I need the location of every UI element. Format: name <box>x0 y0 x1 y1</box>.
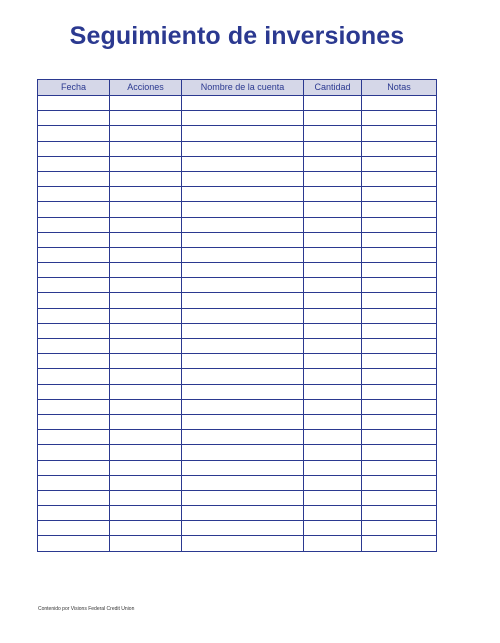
table-row <box>38 278 437 293</box>
table-row <box>38 339 437 354</box>
table-cell[interactable] <box>38 369 110 384</box>
table-cell[interactable] <box>304 521 362 536</box>
table-cell[interactable] <box>38 445 110 460</box>
table-cell[interactable] <box>362 339 437 354</box>
table-cell[interactable] <box>182 475 304 490</box>
table-cell[interactable] <box>304 369 362 384</box>
table-cell[interactable] <box>304 111 362 126</box>
table-cell[interactable] <box>110 247 182 262</box>
table-cell[interactable] <box>110 490 182 505</box>
table-cell[interactable] <box>110 171 182 186</box>
table-row <box>38 460 437 475</box>
table-cell[interactable] <box>362 111 437 126</box>
table-cell[interactable] <box>304 308 362 323</box>
table-cell[interactable] <box>304 430 362 445</box>
table-cell[interactable] <box>38 414 110 429</box>
table-row <box>38 536 437 551</box>
table-cell[interactable] <box>362 521 437 536</box>
table-cell[interactable] <box>182 232 304 247</box>
table-cell[interactable] <box>38 293 110 308</box>
table-cell[interactable] <box>362 187 437 202</box>
footer-credit: Contenido por Visions Federal Credit Union <box>38 606 135 612</box>
table-cell[interactable] <box>182 171 304 186</box>
table-cell[interactable] <box>182 354 304 369</box>
table-cell[interactable] <box>304 247 362 262</box>
table-cell[interactable] <box>182 323 304 338</box>
table-cell[interactable] <box>304 384 362 399</box>
table-cell[interactable] <box>110 475 182 490</box>
table-cell[interactable] <box>38 384 110 399</box>
table-cell[interactable] <box>110 536 182 551</box>
table-cell[interactable] <box>38 187 110 202</box>
table-cell[interactable] <box>362 293 437 308</box>
table-cell[interactable] <box>38 111 110 126</box>
table-cell[interactable] <box>110 521 182 536</box>
table-row <box>38 232 437 247</box>
table-cell[interactable] <box>182 308 304 323</box>
table-cell[interactable] <box>182 414 304 429</box>
table-cell[interactable] <box>182 506 304 521</box>
table-cell[interactable] <box>110 354 182 369</box>
table-cell[interactable] <box>304 414 362 429</box>
table-cell[interactable] <box>182 202 304 217</box>
table-cell[interactable] <box>110 141 182 156</box>
table-cell[interactable] <box>110 232 182 247</box>
table-cell[interactable] <box>362 278 437 293</box>
table-cell[interactable] <box>362 126 437 141</box>
table-cell[interactable] <box>110 217 182 232</box>
table-cell[interactable] <box>110 414 182 429</box>
table-cell[interactable] <box>182 369 304 384</box>
table-cell[interactable] <box>38 490 110 505</box>
table-cell[interactable] <box>110 278 182 293</box>
table-cell[interactable] <box>362 217 437 232</box>
table-cell[interactable] <box>362 490 437 505</box>
table-cell[interactable] <box>182 187 304 202</box>
table-cell[interactable] <box>110 460 182 475</box>
table-cell[interactable] <box>38 232 110 247</box>
table-cell[interactable] <box>110 506 182 521</box>
table-header-row <box>38 80 437 96</box>
table-cell[interactable] <box>362 323 437 338</box>
table-cell[interactable] <box>304 278 362 293</box>
table-cell[interactable] <box>304 445 362 460</box>
table-cell[interactable] <box>38 399 110 414</box>
table-cell[interactable] <box>110 369 182 384</box>
table-cell[interactable] <box>110 293 182 308</box>
table-row <box>38 263 437 278</box>
table-cell[interactable] <box>362 430 437 445</box>
table-cell[interactable] <box>110 339 182 354</box>
table-cell[interactable] <box>38 247 110 262</box>
table-row <box>38 399 437 414</box>
table-cell[interactable] <box>110 111 182 126</box>
table-cell[interactable] <box>182 156 304 171</box>
table-row <box>38 521 437 536</box>
table-cell[interactable] <box>110 202 182 217</box>
table-cell[interactable] <box>304 141 362 156</box>
table-row <box>38 323 437 338</box>
table-cell[interactable] <box>38 460 110 475</box>
table-cell[interactable] <box>110 263 182 278</box>
table-row <box>38 111 437 126</box>
table-cell[interactable] <box>38 430 110 445</box>
table-cell[interactable] <box>182 384 304 399</box>
table-cell[interactable] <box>362 171 437 186</box>
table-cell[interactable] <box>38 126 110 141</box>
table-cell[interactable] <box>304 202 362 217</box>
column-header-shares: Acciones <box>110 80 182 96</box>
table-cell[interactable] <box>182 293 304 308</box>
table-row <box>38 414 437 429</box>
table-cell[interactable] <box>362 399 437 414</box>
table-cell[interactable] <box>110 445 182 460</box>
table-cell[interactable] <box>38 354 110 369</box>
table-row <box>38 490 437 505</box>
table-cell[interactable] <box>182 141 304 156</box>
table-row <box>38 384 437 399</box>
table-cell[interactable] <box>38 339 110 354</box>
table-cell[interactable] <box>304 399 362 414</box>
table-cell[interactable] <box>38 141 110 156</box>
table-row <box>38 141 437 156</box>
page-title: Seguimiento de inversiones <box>69 22 405 50</box>
table-cell[interactable] <box>362 141 437 156</box>
table-cell[interactable] <box>182 247 304 262</box>
table-row <box>38 247 437 262</box>
table-cell[interactable] <box>38 506 110 521</box>
table-cell[interactable] <box>38 521 110 536</box>
table-cell[interactable] <box>110 308 182 323</box>
column-header-account-name: Nombre de la cuenta <box>182 80 304 96</box>
table-cell[interactable] <box>182 430 304 445</box>
table-cell[interactable] <box>304 187 362 202</box>
table-row <box>38 475 437 490</box>
table-cell[interactable] <box>362 536 437 551</box>
table-cell[interactable] <box>362 475 437 490</box>
table-cell[interactable] <box>110 126 182 141</box>
table-cell[interactable] <box>304 293 362 308</box>
table-cell[interactable] <box>362 263 437 278</box>
table-cell[interactable] <box>38 217 110 232</box>
table-cell[interactable] <box>38 96 110 111</box>
table-cell[interactable] <box>304 217 362 232</box>
table-cell[interactable] <box>182 521 304 536</box>
table-cell[interactable] <box>362 384 437 399</box>
table-cell[interactable] <box>304 490 362 505</box>
table-row <box>38 369 437 384</box>
table-row <box>38 430 437 445</box>
table-cell[interactable] <box>110 323 182 338</box>
table-row <box>38 171 437 186</box>
table-cell[interactable] <box>182 339 304 354</box>
table-row <box>38 217 437 232</box>
table-row <box>38 96 437 111</box>
column-header-date: Fecha <box>38 80 110 96</box>
table-cell[interactable] <box>182 217 304 232</box>
table-row <box>38 445 437 460</box>
column-header-amount: Cantidad <box>304 80 362 96</box>
table-row <box>38 202 437 217</box>
table-row <box>38 156 437 171</box>
table-cell[interactable] <box>362 445 437 460</box>
table-cell[interactable] <box>182 263 304 278</box>
table-cell[interactable] <box>304 536 362 551</box>
table-row <box>38 293 437 308</box>
table-cell[interactable] <box>182 399 304 414</box>
table-cell[interactable] <box>182 126 304 141</box>
table-cell[interactable] <box>304 460 362 475</box>
table-cell[interactable] <box>304 96 362 111</box>
table-cell[interactable] <box>304 323 362 338</box>
table-cell[interactable] <box>362 460 437 475</box>
table-cell[interactable] <box>304 339 362 354</box>
table-cell[interactable] <box>304 263 362 278</box>
table-cell[interactable] <box>304 171 362 186</box>
table-cell[interactable] <box>362 202 437 217</box>
table-cell[interactable] <box>38 263 110 278</box>
table-cell[interactable] <box>304 354 362 369</box>
table-cell[interactable] <box>304 475 362 490</box>
table-cell[interactable] <box>182 445 304 460</box>
table-cell[interactable] <box>304 126 362 141</box>
table-cell[interactable] <box>38 156 110 171</box>
table-cell[interactable] <box>362 369 437 384</box>
table-body <box>38 96 437 552</box>
table-cell[interactable] <box>38 278 110 293</box>
table-cell[interactable] <box>38 536 110 551</box>
table-cell[interactable] <box>304 232 362 247</box>
table-cell[interactable] <box>38 323 110 338</box>
table-cell[interactable] <box>304 506 362 521</box>
table-cell[interactable] <box>362 96 437 111</box>
table-cell[interactable] <box>110 430 182 445</box>
table-cell[interactable] <box>38 171 110 186</box>
table-row <box>38 354 437 369</box>
table-cell[interactable] <box>110 384 182 399</box>
table-cell[interactable] <box>362 354 437 369</box>
table-cell[interactable] <box>182 111 304 126</box>
table-cell[interactable] <box>182 536 304 551</box>
table-cell[interactable] <box>362 414 437 429</box>
table-cell[interactable] <box>38 308 110 323</box>
table-row <box>38 506 437 521</box>
table-cell[interactable] <box>38 475 110 490</box>
table-cell[interactable] <box>182 460 304 475</box>
table-row <box>38 126 437 141</box>
table-cell[interactable] <box>362 308 437 323</box>
column-header-notes: Notas <box>362 80 437 96</box>
table-cell[interactable] <box>362 247 437 262</box>
table-cell[interactable] <box>110 187 182 202</box>
table-cell[interactable] <box>110 399 182 414</box>
table-row <box>38 308 437 323</box>
table-cell[interactable] <box>362 506 437 521</box>
investment-tracking-table <box>37 79 437 552</box>
table-cell[interactable] <box>304 156 362 171</box>
table-cell[interactable] <box>362 156 437 171</box>
table-cell[interactable] <box>110 156 182 171</box>
table-cell[interactable] <box>38 202 110 217</box>
table-cell[interactable] <box>110 96 182 111</box>
table-cell[interactable] <box>182 278 304 293</box>
table-row <box>38 187 437 202</box>
table-cell[interactable] <box>182 490 304 505</box>
table-cell[interactable] <box>182 96 304 111</box>
table-cell[interactable] <box>362 232 437 247</box>
